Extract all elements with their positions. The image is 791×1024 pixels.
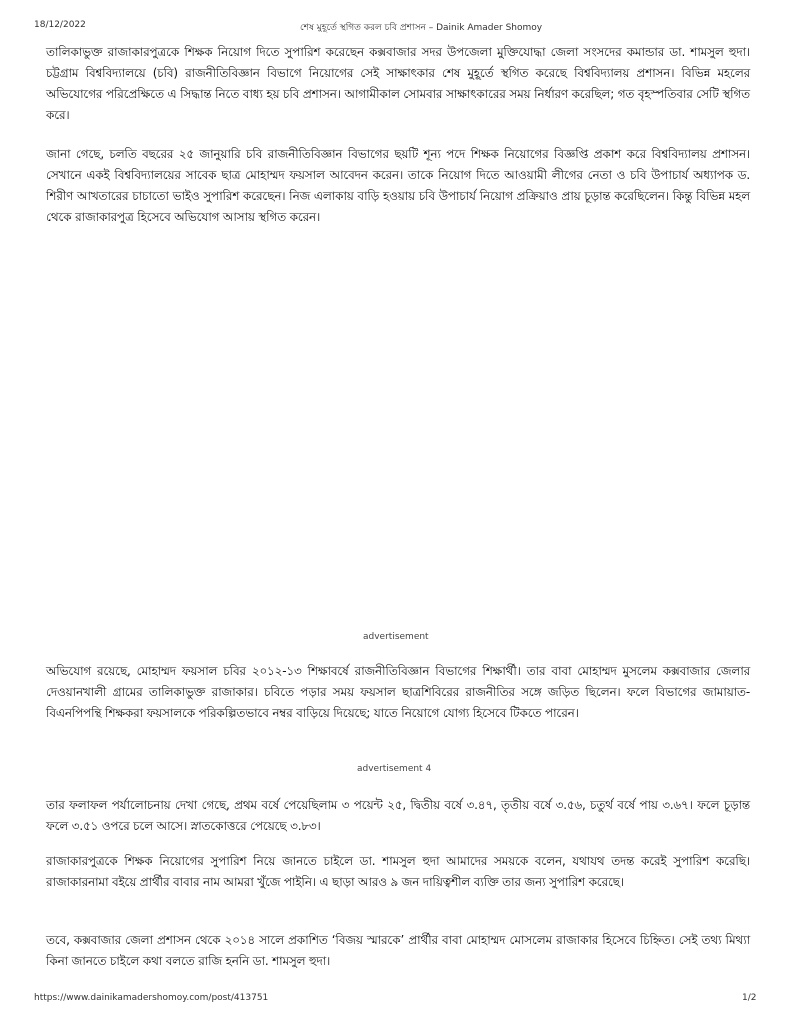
article-paragraph: অভিযোগ রয়েছে, মোহাম্মদ ফয়সাল চবির ২০১২-১৩ শিক্ষাবর্ষে রাজনীতিবিজ্ঞান বিভাগের শিক্ষার্থী। তার বাবা মোহাম্মদ মুসলেম কক্সবাজার জেলার দেওয়ানখালী গ্রামের তালিকাভুক্ত রাজাকার। চবিতে পড়ার সময় ফয়সাল ছাত্রশিবিরের রাজনীতির সঙ্গে জড়িত ছিলেন। ফলে বিভাগের জামায়াত-বিএনপিপন্থি শিক্ষকরা ফয়সালকে পরিকল্পিতভাবে নম্বর বাড়িয়ে দিয়েছে; যাতে নিয়োগে যোগ্য হিসেবে টিকতে পারেন। <box>46 664 750 720</box>
print-header-title: শেষ মুহূর্তে স্থগিত করল চবি প্রশাসন – Dainik Amader Shomoy <box>300 23 543 33</box>
article-paragraph: তালিকাভুক্ত রাজাকারপুত্রকে শিক্ষক নিয়োগ দিতে সুপারিশ করেছেন কক্সবাজার সদর উপজেলা মুক্তিযোদ্ধা জেলা সংসদের কমান্ডার ডা. শামসুল হুদা। চট্টগ্রাম বিশ্ববিদ্যালয়ে (চবি) রাজনীতিবিজ্ঞান বিভাগে নিয়োগের সেই সাক্ষাৎকার শেষ মুহূর্তে স্থগিত করেছে বিশ্ববিদ্যালয় প্রশাসন। বিভিন্ন মহলের অভিযোগের পরিপ্রেক্ষিতে এ সিদ্ধান্ত নিতে বাধ্য হয় চবি প্রশাসন। আগামীকাল সোমবার সাক্ষাৎকারের সময় নির্ধারণ করেছিল; গত বৃহস্পতিবার সেটি স্থগিত করে। <box>46 45 750 122</box>
advertisement-label: advertisement 4 <box>357 764 432 774</box>
article-paragraph: তার ফলাফল পর্যালোচনায় দেখা গেছে, প্রথম বর্ষে পেয়েছিলাম ৩ পয়েন্ট ২৫, দ্বিতীয় বর্ষে ৩.৪৭, তৃতীয় বর্ষে ৩.৫৬, চতুর্থ বর্ষে পায় ৩.৬৭। ফলে চূড়ান্ত ফলে ৩.৫১ ওপরে চলে আসে। স্নাতকোত্তরে পেয়েছে ৩.৮৩। <box>46 798 750 833</box>
article-paragraph: তবে, কক্সবাজার জেলা প্রশাসন থেকে ২০১৪ সালে প্রকাশিত ‘বিজয় স্মারকে’ প্রার্থীর বাবা মোহাম্মদ মোসলেম রাজাকার হিসেবে চিহ্নিত। সেই তথ্য মিথ্যা কিনা জানতে চাইলে কথা বলতে রাজি হননি ডা. শামসুল হুদা। <box>46 933 750 968</box>
page-number: 1/2 <box>742 993 757 1003</box>
article-paragraph: রাজাকারপুত্রকে শিক্ষক নিয়োগের সুপারিশ নিয়ে জানতে চাইলে ডা. শামসুল হুদা আমাদের সময়কে বলেন, যথাযথ তদন্ত করেই সুপারিশ করেছি। রাজাকারনামা বইয়ে প্রার্থীর বাবার নাম আমরা খুঁজে পাইনি। এ ছাড়া আরও ৯ জন দায়িত্বশীল ব্যক্তি তার জন্য সুপারিশ করেছে। <box>46 854 750 889</box>
print-footer-url: https://www.dainikamadershomoy.com/post/413751 <box>34 993 269 1003</box>
advertisement-label: advertisement <box>363 632 429 642</box>
print-date: 18/12/2022 <box>34 20 86 30</box>
article-paragraph: জানা গেছে, চলতি বছরের ২৫ জানুয়ারি চবি রাজনীতিবিজ্ঞান বিভাগের ছয়টি শূন্য পদে শিক্ষক নিয়োগের বিজ্ঞপ্তি প্রকাশ করে বিশ্ববিদ্যালয় প্রশাসন। সেখানে একই বিশ্ববিদ্যালয়ের সাবেক ছাত্র মোহাম্মদ ফয়সাল আবেদন করেন। তাকে নিয়োগ দিতে আওয়ামী লীগের নেতা ও চবি উপাচার্য অধ্যাপক ড. শিরীণ আখতারের চাচাতো ভাইও সুপারিশ করেছেন। নিজ এলাকায় বাড়ি হওয়ায় চবি উপাচার্য নিয়োগ প্রক্রিয়াও প্রায় চূড়ান্ত করেছিলেন। কিন্তু বিভিন্ন মহল থেকে রাজাকারপুত্র হিসেবে অভিযোগ আসায় স্থগিত করেন। <box>46 147 750 224</box>
